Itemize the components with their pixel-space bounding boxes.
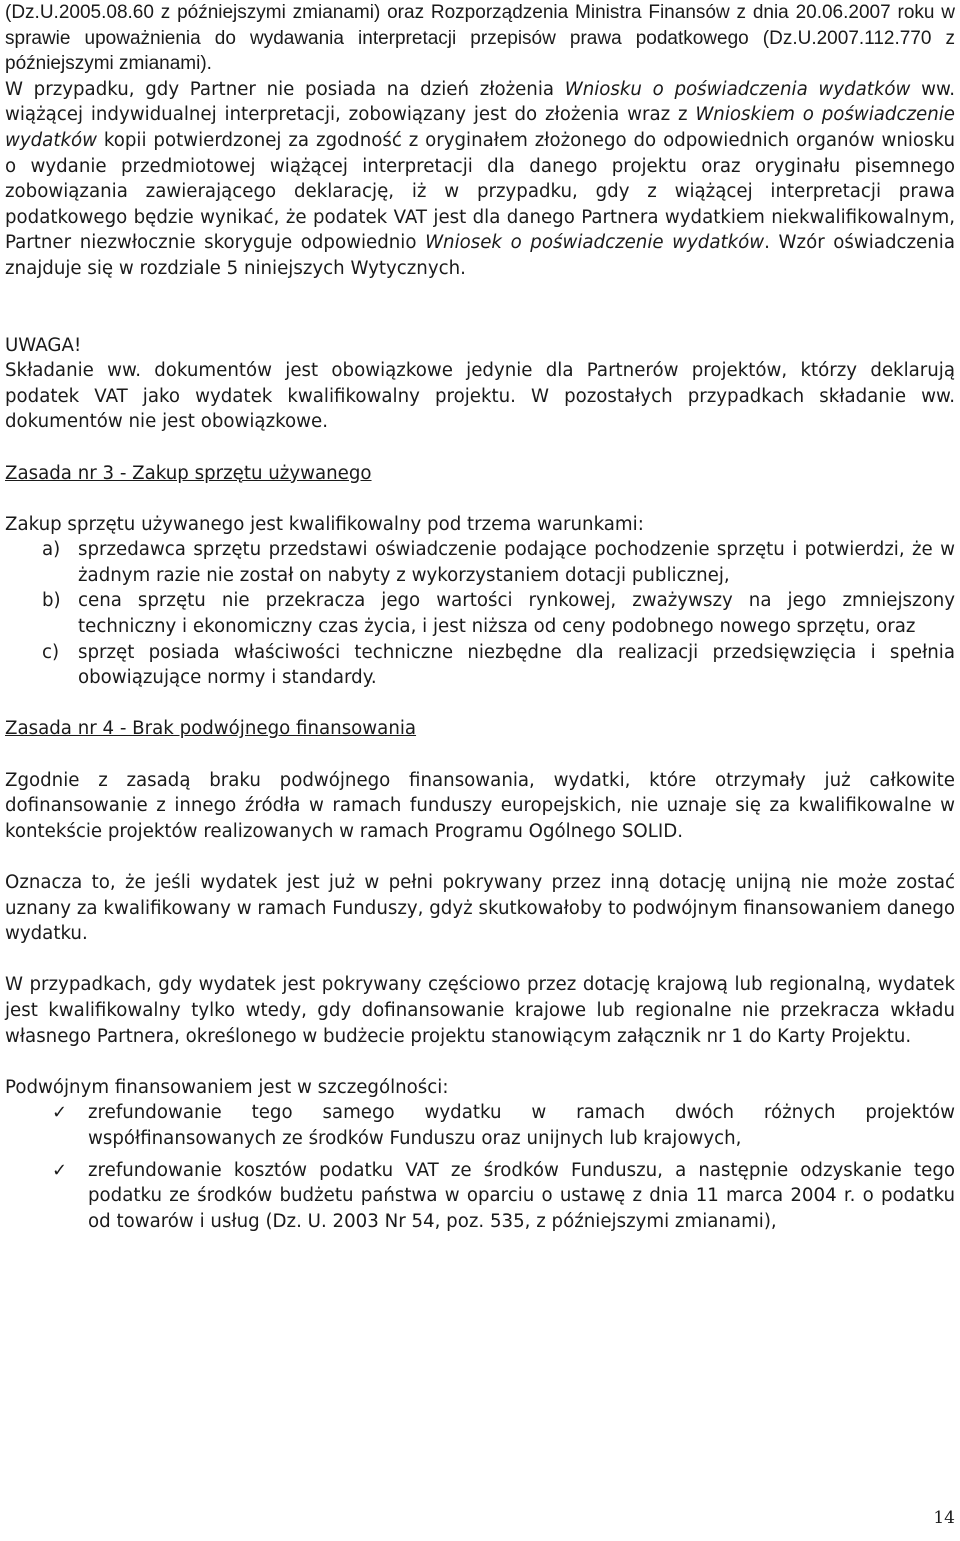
rule4-paragraph-3: W przypadkach, gdy wydatek jest pokrywany częściowo przez dotację krajową lub regionalną, wydatek jest kwalifikowalny tylko wtedy, gdy dofinansowanie krajowe lub regionalne nie przekracza wkładu własnego Partnera, określonego w budżecie projektu stanowiącym załącznik nr 1 do Karty Projektu. bbox=[5, 974, 955, 1047]
list-item bbox=[5, 537, 955, 588]
list-item-text: cena sprzętu nie przekracza jego wartości rynkowej, zważywszy na jego zmniejszony techniczny i ekonomiczny czas życia, i jest niższa od ceny podobnego nowego sprzętu, oraz bbox=[78, 590, 955, 638]
list-item bbox=[5, 1100, 955, 1151]
note-label: UWAGA! bbox=[5, 334, 82, 356]
list-item bbox=[5, 1158, 955, 1235]
double-financing-list bbox=[5, 1100, 955, 1234]
list-marker: b) bbox=[42, 590, 61, 612]
list-item-text: zrefundowanie tego samego wydatku w ramach dwóch różnych projektów współfinansowanych ze środków Funduszu oraz unijnych lub krajowych, bbox=[88, 1102, 955, 1149]
document-page bbox=[5, 0, 955, 1234]
rule4-paragraph-4: Podwójnym finansowaniem jest w szczególności: bbox=[5, 1076, 449, 1098]
page-number: 14 bbox=[933, 1508, 955, 1528]
checkmark-icon: ✓ bbox=[52, 1102, 68, 1124]
p2-text-e: kopii potwierdzonej za zgodność z oryginałem złożonego do odpowiednich organów wniosku o wydanie przedmiotowej wiążącej interpretacji dla danego projektu oraz oryginału pisemnego zobowiązania zawierającego deklarację, iż w przypadku, gdy z wiążącej interpretacji prawa podatkowego będzie wynikać, że podatek VAT jest dla danego Partnera wydatkiem niekwalifikowalnym, Partner niezwłocznie skoryguje odpowiednio bbox=[5, 129, 955, 254]
p2-text-d: Wnioskiem o poświadczenie wydatków bbox=[5, 104, 955, 151]
rule4-heading: Zasada nr 4 - Brak podwójnego finansowania bbox=[5, 718, 417, 740]
list-item-text: sprzedawca sprzętu przedstawi oświadczenie podające pochodzenie sprzętu i potwierdzi, że w żadnym razie nie został on nabyty z wykorzystaniem dotacji publicznej, bbox=[78, 539, 955, 586]
rule3-conditions-list bbox=[5, 537, 955, 691]
p2-text-a: W przypadku, gdy Partner nie posiada na dzień złożenia bbox=[5, 78, 565, 100]
rule3-lead: Zakup sprzętu używanego jest kwalifikowalny pod trzema warunkami: bbox=[5, 513, 644, 535]
list-item bbox=[5, 588, 955, 639]
list-item bbox=[5, 640, 955, 691]
list-item-text: sprzęt posiada właściwości techniczne niezbędne dla realizacji przedsięwzięcia i spełnia obowiązujące normy i standardy. bbox=[78, 641, 955, 689]
note-text: Składanie ww. dokumentów jest obowiązkowe jedynie dla Partnerów projektów, którzy deklarują podatek VAT jako wydatek kwalifikowalny projektu. W pozostałych przypadkach składanie ww. dokumentów nie jest obowiązkowe. bbox=[5, 360, 955, 433]
p2-text-b: Wniosku o poświadczenia wydatków bbox=[564, 78, 911, 100]
rule3-heading: Zasada nr 3 - Zakup sprzętu używanego bbox=[5, 462, 372, 484]
partner-obligation-paragraph bbox=[5, 77, 955, 282]
list-marker: a) bbox=[42, 539, 61, 561]
p2-text-c: ww. wiążącej indywidualnej interpretacji, zobowiązany jest do złożenia wraz z bbox=[5, 78, 955, 126]
list-marker: c) bbox=[42, 641, 60, 663]
intro-paragraph: (Dz.U.2005.08.60 z późniejszymi zmianami) oraz Rozporządzenia Ministra Finansów z dnia 20.06.2007 roku w sprawie upoważnienia do wydawania interpretacji przepisów prawa podatkowego (Dz.U.2007.112.770 z późniejszymi zmianami). bbox=[5, 2, 955, 75]
p2-text-f: Wniosek o poświadczenie wydatków bbox=[425, 232, 765, 254]
p2-text-g: . Wzór oświadczenia znajduje się w rozdziale 5 niniejszych Wytycznych. bbox=[5, 232, 955, 279]
rule4-paragraph-2: Oznacza to, że jeśli wydatek jest już w pełni pokrywany przez inną dotację unijną nie może zostać uznany za kwalifikowany w ramach Funduszy, gdyż skutkowałoby to podwójnym finansowaniem danego wydatku. bbox=[5, 872, 955, 945]
checkmark-icon: ✓ bbox=[52, 1159, 68, 1181]
list-item-text: zrefundowanie kosztów podatku VAT ze środków Funduszu, a następnie odzyskanie tego podatku ze środków budżetu państwa w oparciu o ustawę z dnia 11 marca 2004 r. o podatku od towarów i usług (Dz. U. 2003 Nr 54, poz. 535, z późniejszymi zmianami), bbox=[88, 1159, 955, 1232]
rule4-paragraph-1: Zgodnie z zasadą braku podwójnego finansowania, wydatki, które otrzymały już całkowite dofinansowanie z innego źródła w ramach funduszy europejskich, nie uznaje się za kwalifikowalne w kontekście projektów realizowanych w ramach Programu Ogólnego SOLID. bbox=[5, 769, 955, 842]
